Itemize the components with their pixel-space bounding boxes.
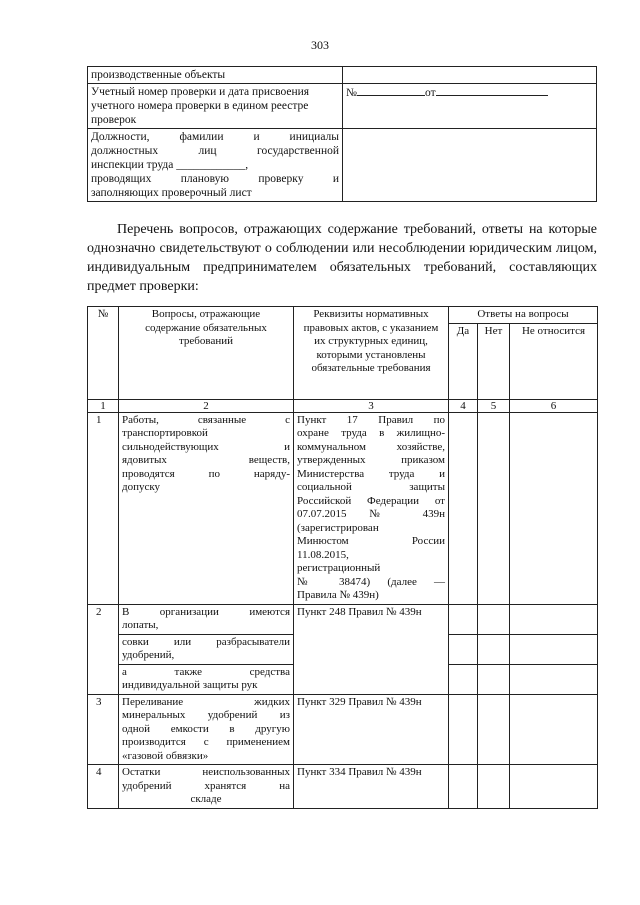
question-cell: В организации имеются лопаты, xyxy=(119,604,294,634)
info-row-inspectors xyxy=(88,129,597,202)
requisite-cell: Пункт 329 Правил № 439н xyxy=(294,694,449,765)
date-blank xyxy=(436,85,548,96)
answer-yes-cell xyxy=(449,412,478,604)
inspectors-value xyxy=(343,129,597,202)
row-number: 4 xyxy=(88,765,119,809)
index-cell: 6 xyxy=(510,399,598,412)
answer-yes-cell xyxy=(449,694,478,765)
question-cell: Остатки неиспользованных удобрений хранятся на складе xyxy=(119,765,294,809)
requisite-cell: Пункт 17 Правил по охране труда в жилищно- коммунальном хозяйстве, утвержденных приказом Министерства труда и социальной защиты Российской Федерации от 07.07.2015 № 439н (зарегистрирован Минюстом России 11.08.2015, регистрационный № 38474) (далее — Правила № 439н) xyxy=(294,412,449,604)
number-sign: № xyxy=(346,87,357,99)
inspectors-label: Должности, фамилии и инициалы должностных лиц государственной инспекции труда ____________, проводящих плановую проверку и заполняющих проверочный лист xyxy=(88,129,343,202)
header-row xyxy=(88,307,598,324)
table-row xyxy=(88,765,598,809)
answer-na-cell xyxy=(510,664,598,694)
index-cell: 5 xyxy=(478,399,510,412)
answer-na-cell xyxy=(510,604,598,634)
registration-value xyxy=(343,84,597,129)
answer-na-cell xyxy=(510,412,598,604)
answer-no-cell xyxy=(478,664,510,694)
table-row xyxy=(88,694,598,765)
info-row-registration xyxy=(88,84,597,129)
answer-na-cell xyxy=(510,694,598,765)
table-row xyxy=(88,412,598,604)
table-row xyxy=(88,604,598,634)
header-na: Не относится xyxy=(510,323,598,399)
header-questions: Вопросы, отражающие содержание обязательных требований xyxy=(119,307,294,400)
answer-na-cell xyxy=(510,765,598,809)
requisite-cell: Пункт 248 Правил № 439н xyxy=(294,604,449,694)
header-num: № xyxy=(88,307,119,400)
info-row-objects xyxy=(88,67,597,84)
answer-no-cell xyxy=(478,412,510,604)
index-row xyxy=(88,399,598,412)
objects-label: производственные объекты xyxy=(88,67,343,84)
index-cell: 1 xyxy=(88,399,119,412)
header-yes: Да xyxy=(449,323,478,399)
row-number: 1 xyxy=(88,412,119,604)
row-number: 2 xyxy=(88,604,119,694)
answer-yes-cell xyxy=(449,604,478,634)
registration-label: Учетный номер проверки и дата присвоения учетного номера проверки в едином реестре проверок xyxy=(88,84,343,129)
checklist-intro xyxy=(87,220,597,296)
question-cell: Работы, связанные с транспортировкой сильнодействующих и ядовитых веществ, проводятся по наряду- допуску xyxy=(119,412,294,604)
requisite-cell: Пункт 334 Правил № 439н xyxy=(294,765,449,809)
answer-yes-cell xyxy=(449,664,478,694)
question-cell: Переливание жидких минеральных удобрений из одной емкости в другую производится с применением «газовой обвязки» xyxy=(119,694,294,765)
checklist-table xyxy=(87,306,598,809)
date-from-label: от xyxy=(424,87,436,99)
answer-no-cell xyxy=(478,634,510,664)
intro-paragraph: Перечень вопросов, отражающих содержание требований, ответы на которые однозначно свидетельствуют о соблюдении или несоблюдении юридическим лицом, индивидуальным предпринимателем обязательных требований, составляющих предмет проверки: xyxy=(87,222,597,294)
answer-no-cell xyxy=(478,694,510,765)
index-cell: 3 xyxy=(294,399,449,412)
number-blank xyxy=(357,85,425,96)
page-number: 303 xyxy=(311,38,329,52)
answer-no-cell xyxy=(478,604,510,634)
answer-yes-cell xyxy=(449,765,478,809)
header-answers: Ответы на вопросы xyxy=(449,307,598,324)
objects-value xyxy=(343,67,597,84)
inspection-info-table xyxy=(87,66,597,202)
answer-yes-cell xyxy=(449,634,478,664)
answer-no-cell xyxy=(478,765,510,809)
index-cell: 2 xyxy=(119,399,294,412)
index-cell: 4 xyxy=(449,399,478,412)
question-cell: а также средства индивидуальной защиты рук xyxy=(119,664,294,694)
row-number: 3 xyxy=(88,694,119,765)
header-no: Нет xyxy=(478,323,510,399)
answer-na-cell xyxy=(510,634,598,664)
header-requisites: Реквизиты нормативных правовых актов, с указанием их структурных единиц, которыми установлены обязательные требования xyxy=(294,307,449,400)
question-cell: совки или разбрасыватели удобрений, xyxy=(119,634,294,664)
